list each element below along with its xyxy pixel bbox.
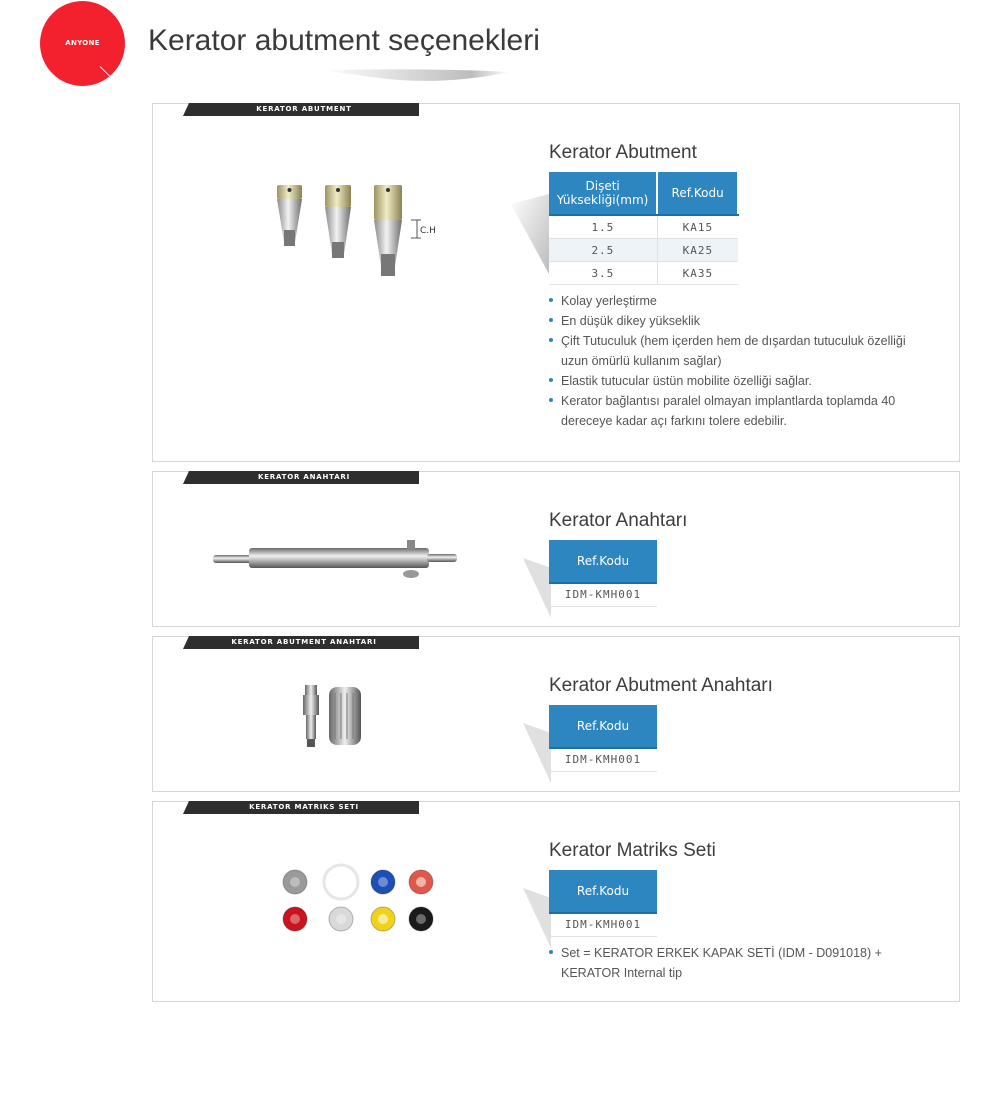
- section-kerator-abutment-anahtari: [152, 636, 960, 792]
- matrix-piece: [371, 907, 395, 931]
- ch-label: C.H: [420, 226, 436, 236]
- section-kerator-matriks-seti: [152, 801, 960, 1002]
- ref-code-value: IDM-KMH001: [549, 914, 657, 937]
- table-cell: 1.5: [549, 215, 657, 239]
- title-swoosh-decoration: [320, 64, 510, 86]
- abutment-product-image: [271, 180, 441, 280]
- matrix-piece: [371, 870, 395, 894]
- section-title: Kerator Matriks Seti: [549, 840, 716, 861]
- list-item: Çift Tutuculuk (hem içerden hem de dışardan tutuculuk özelliği uzun ömürlü kullanım sağlar): [549, 331, 909, 371]
- list-item: En düşük dikey yükseklik: [549, 311, 909, 331]
- table-cell: 3.5: [549, 262, 657, 285]
- section-kerator-anahtari: [152, 471, 960, 627]
- col-header-code: Ref.Kodu: [657, 172, 738, 215]
- abutment-key-product-image: [299, 683, 369, 749]
- section-title: Kerator Anahtarı: [549, 510, 688, 531]
- feature-list: [549, 943, 909, 983]
- matrix-piece: [409, 870, 433, 894]
- ref-code-table: [549, 540, 657, 607]
- matrix-piece: [329, 907, 353, 931]
- matrix-piece: [409, 907, 433, 931]
- page-title: Kerator abutment seçenekleri: [148, 24, 540, 57]
- ref-code-table: [549, 705, 657, 772]
- table-cell: 2.5: [549, 239, 657, 262]
- logo-pointer: [100, 66, 111, 77]
- section-tag: KERATOR ANAHTARI: [189, 471, 419, 484]
- matrix-set-product-image: [273, 862, 443, 937]
- abutment-1-5: [277, 185, 302, 246]
- abutment-2-5: [325, 185, 351, 258]
- col-header-height: Dişeti Yüksekliği(mm): [549, 172, 657, 215]
- ref-header: Ref.Kodu: [549, 705, 657, 749]
- section-tag: KERATOR ABUTMENT: [189, 103, 419, 116]
- brand-logo-text: ANYONE: [65, 39, 100, 47]
- table-cell: KA25: [657, 239, 738, 262]
- ref-header: Ref.Kodu: [549, 870, 657, 914]
- kerator-key-product-image: [211, 536, 461, 580]
- brand-logo[interactable]: [40, 1, 125, 86]
- feature-list: [549, 291, 909, 431]
- fade-decoration: [511, 194, 551, 274]
- ref-code-value: IDM-KMH001: [549, 749, 657, 772]
- section-title: Kerator Abutment: [549, 142, 697, 163]
- list-item: Kolay yerleştirme: [549, 291, 909, 311]
- matrix-piece: [324, 865, 358, 899]
- ref-code-value: IDM-KMH001: [549, 584, 657, 607]
- list-item: Set = KERATOR ERKEK KAPAK SETİ (IDM - D091018) + KERATOR Internal tip: [549, 943, 909, 983]
- section-tag: KERATOR MATRIKS SETI: [189, 801, 419, 814]
- ref-header: Ref.Kodu: [549, 540, 657, 584]
- section-title: Kerator Abutment Anahtarı: [549, 675, 773, 696]
- section-tag: KERATOR ABUTMENT ANAHTARI: [189, 636, 419, 649]
- abutment-ref-table: [549, 172, 739, 285]
- section-kerator-abutment: [152, 103, 960, 462]
- abutment-3-5: [374, 185, 402, 276]
- matrix-piece: [283, 907, 307, 931]
- matrix-piece: [283, 870, 307, 894]
- list-item: Kerator bağlantısı paralel olmayan implantlarda toplamda 40 dereceye kadar açı farkını tolere edebilir.: [549, 391, 909, 431]
- table-cell: KA35: [657, 262, 738, 285]
- ref-code-table: [549, 870, 657, 937]
- table-row: [549, 215, 738, 239]
- list-item: Elastik tutucular üstün mobilite özelliği sağlar.: [549, 371, 909, 391]
- table-cell: KA15: [657, 215, 738, 239]
- table-row: [549, 262, 738, 285]
- table-row: [549, 239, 738, 262]
